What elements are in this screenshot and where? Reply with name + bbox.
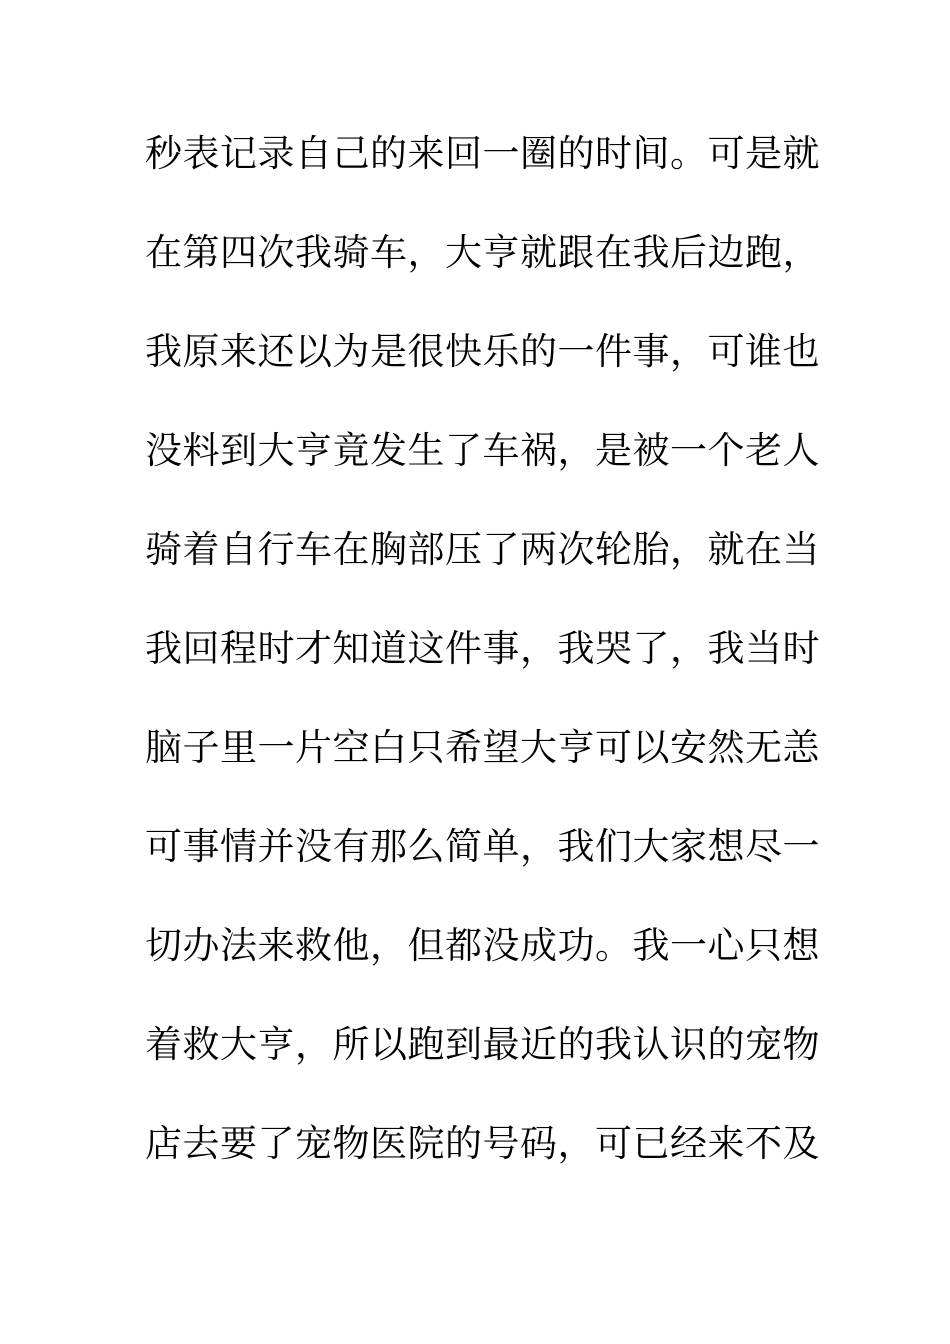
body-text: [145, 128, 825, 1217]
text-line-1: 秒表记录自己的来回一圈的时间。可是就: [145, 132, 820, 175]
text-line-3: 我原来还以为是很快乐的一件事，可谁也: [145, 330, 820, 373]
text-line-11: 店去要了宠物医院的号码，可已经来不及: [145, 1122, 820, 1165]
text-line-9: 切办法来救他，但都没成功。我一心只想: [145, 924, 820, 967]
text-line-8: 可事情并没有那么简单，我们大家想尽一: [145, 825, 820, 868]
text-line-7: 脑子里一片空白只希望大亨可以安然无恙: [145, 726, 820, 769]
text-line-6: 我回程时才知道这件事，我哭了，我当时: [145, 627, 820, 670]
text-line-10: 着救大亨，所以跑到最近的我认识的宠物: [145, 1023, 820, 1066]
text-line-2: 在第四次我骑车，大亨就跟在我后边跑，: [145, 231, 820, 274]
text-line-5: 骑着自行车在胸部压了两次轮胎，就在当: [145, 528, 820, 571]
text-line-4: 没料到大亨竟发生了车祸，是被一个老人: [145, 429, 820, 472]
